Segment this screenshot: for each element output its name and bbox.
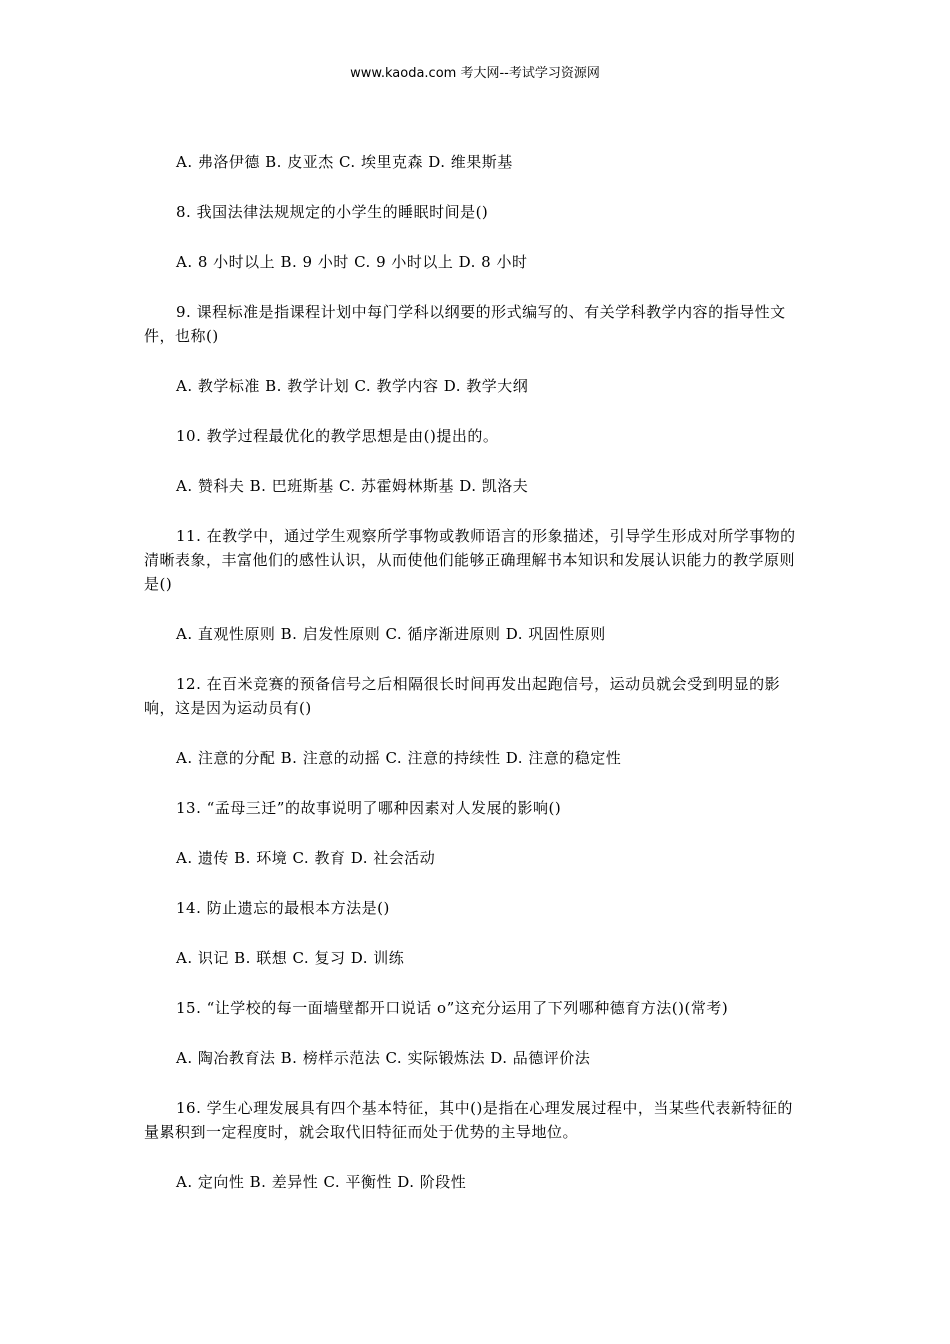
header-site-url[interactable]: www.kaoda.com [350, 66, 457, 81]
document-body [144, 150, 806, 1220]
answer-options-q15: A. 陶冶教育法 B. 榜样示范法 C. 实际锻炼法 D. 品德评价法 [176, 1049, 591, 1067]
question-16: 16. 学生心理发展具有四个基本特征，其中()是指在心理发展过程中，当某些代表新特征的量累积到一定程度时，就会取代旧特征而处于优势的主导地位。 [144, 1099, 793, 1141]
answer-options-q9: A. 教学标准 B. 教学计划 C. 教学内容 D. 教学大纲 [176, 377, 529, 395]
question-14: 14. 防止遗忘的最根本方法是() [176, 899, 390, 917]
answer-options-q14: A. 识记 B. 联想 C. 复习 D. 训练 [176, 949, 405, 967]
answer-options-q16: A. 定向性 B. 差异性 C. 平衡性 D. 阶段性 [176, 1173, 467, 1191]
question-11: 11. 在教学中，通过学生观察所学事物或教师语言的形象描述，引导学生形成对所学事物的清晰表象，丰富他们的感性认识，从而使他们能够正确理解书本知识和发展认识能力的教学原则是() [144, 527, 796, 593]
answer-options-q12: A. 注意的分配 B. 注意的动摇 C. 注意的持续性 D. 注意的稳定性 [176, 749, 622, 767]
answer-options-q7: A. 弗洛伊德 B. 皮亚杰 C. 埃里克森 D. 维果斯基 [176, 153, 513, 171]
question-12: 12. 在百米竞赛的预备信号之后相隔很长时间再发出起跑信号，运动员就会受到明显的影响，这是因为运动员有() [144, 675, 781, 717]
question-9: 9. 课程标准是指课程计划中每门学科以纲要的形式编写的、有关学科教学内容的指导性文件，也称() [144, 303, 786, 345]
page-header [0, 64, 950, 84]
question-13: 13. “孟母三迁”的故事说明了哪种因素对人发展的影响() [176, 799, 562, 817]
header-site-name: 考大网--考试学习资源网 [460, 66, 600, 81]
question-10: 10. 教学过程最优化的教学思想是由()提出的。 [176, 427, 499, 445]
answer-options-q13: A. 遗传 B. 环境 C. 教育 D. 社会活动 [176, 849, 436, 867]
question-8: 8. 我国法律法规规定的小学生的睡眠时间是() [176, 203, 489, 221]
answer-options-q8: A. 8 小时以上 B. 9 小时 C. 9 小时以上 D. 8 小时 [176, 253, 528, 271]
question-15: 15. “让学校的每一面墙壁都开口说话 o”这充分运用了下列哪种德育方法()(常考) [176, 999, 729, 1017]
answer-options-q11: A. 直观性原则 B. 启发性原则 C. 循序渐进原则 D. 巩固性原则 [176, 625, 606, 643]
answer-options-q10: A. 赞科夫 B. 巴班斯基 C. 苏霍姆林斯基 D. 凯洛夫 [176, 477, 529, 495]
